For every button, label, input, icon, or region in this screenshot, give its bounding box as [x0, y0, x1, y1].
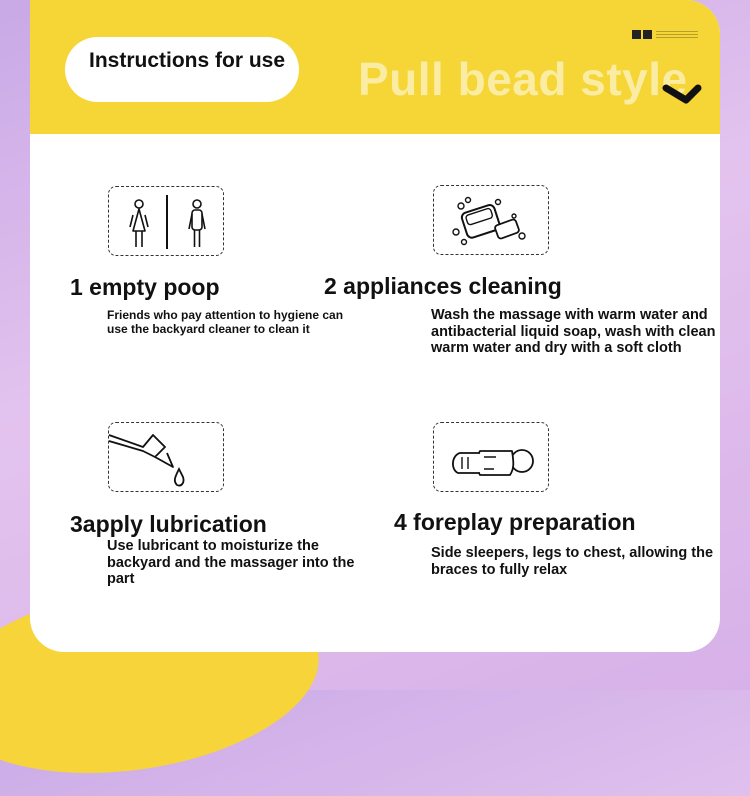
soap-icon — [434, 186, 550, 256]
instructions-card — [30, 0, 720, 652]
card-header — [30, 0, 720, 134]
step-2-icon-box — [433, 185, 549, 255]
step-4-icon-box — [433, 422, 549, 492]
page-title: Instructions for use — [89, 49, 286, 72]
lubricant-bottle-icon — [109, 423, 225, 493]
step-3-description: Use lubricant to moisturize the backyard and the massager into the part — [107, 538, 355, 587]
title-pill — [65, 37, 299, 102]
step-4-title: 4 foreplay preparation — [394, 509, 636, 535]
arrow-icon — [662, 80, 702, 106]
step-1-description: Friends who pay attention to hygiene can use the backyard cleaner to clean it — [107, 308, 344, 336]
restroom-icon — [109, 187, 225, 257]
step-2-title: 2 appliances cleaning — [324, 273, 562, 299]
step-3-icon-box — [108, 422, 224, 492]
side-lying-person-icon — [434, 423, 550, 493]
step-4-description: Side sleepers, legs to chest, allowing the braces to fully relax — [431, 545, 714, 578]
step-3-title: 3apply lubrication — [70, 511, 267, 537]
header-watermark: Pull bead style — [358, 53, 688, 105]
step-1-icon-box — [108, 186, 224, 256]
step-2-description: Wash the massage with warm water and antibacterial liquid soap, wash with clean warm water and dry with a soft cloth — [431, 307, 716, 356]
step-1-title: 1 empty poop — [70, 274, 220, 300]
brand-logo — [632, 30, 698, 42]
